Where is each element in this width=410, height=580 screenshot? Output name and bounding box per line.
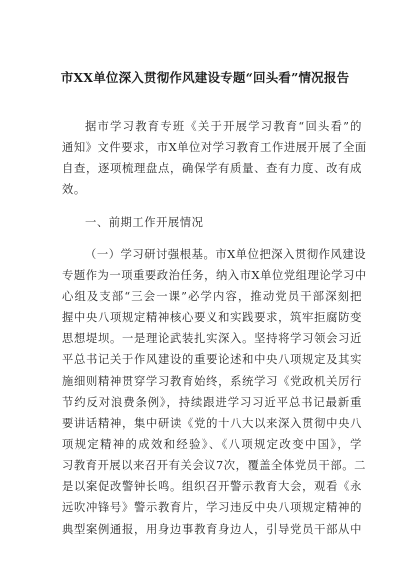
text-line: 效。 — [62, 183, 86, 197]
text-line: （一）学习研讨强根基。市X单位把深入贯彻作风建设 — [85, 247, 367, 261]
text-line: 平总书记关于作风建设的重要论述和中央八项规定及其实 — [62, 353, 362, 367]
text-line: 据市学习教育专班《关于开展学习教育“回头看”的 — [85, 120, 362, 133]
heading-text: 一、前期工作开展情况 — [85, 215, 204, 229]
text-line: 心组及支部“三会一课”必学内容，推动党员干部深刻把 — [62, 289, 362, 303]
text-line: 要讲话精神，集中研读《党的十八大以来深入贯彻中央八 — [62, 416, 362, 430]
text-line: 握中央八项规定精神核心要义和实践要求，筑牢拒腐防变 — [62, 311, 362, 325]
text-line: 典型案例通报，用身边事教育身边人，引导党员干部从中 — [62, 522, 362, 536]
section-heading — [62, 212, 362, 233]
text-line: 专题作为一项重要政治任务，纳入市X单位党组理论学习中 — [62, 268, 367, 282]
text-line: 远吹冲锋号》警示教育片，学习违反中央八项规定精神的 — [62, 501, 362, 515]
text-line: 习教育开展以来召开有关会议7次，覆盖全体党员干部。二 — [62, 459, 366, 473]
text-line: 自查，逐项梳理盘点，确保学有质量、查有力度、改有成 — [62, 162, 362, 176]
document-body — [62, 116, 367, 540]
text-line: 施细则精神贯穿学习教育始终，系统学习《党政机关厉行 — [62, 374, 362, 388]
text-line: 项规定精神的成效和经验》、《八项规定改变中国》，学 — [62, 437, 362, 451]
text-line: 通知》文件要求，市X单位对学习教育工作进展开展了全面 — [62, 141, 367, 155]
paragraph-intro — [62, 116, 367, 201]
text-line: 节约反对浪费条例》，持续跟进学习习近平总书记最新重 — [62, 395, 362, 409]
text-line: 思想堤坝。一是理论武装扎实深入。坚持将学习领会习近 — [62, 332, 362, 346]
document-title: 市XX单位深入贯彻作风建设专题“回头看”情况报告 — [60, 70, 350, 85]
paragraph-section-1 — [62, 244, 367, 540]
text-line: 是以案促改警钟长鸣。组织召开警示教育大会，观看《永 — [62, 480, 362, 494]
